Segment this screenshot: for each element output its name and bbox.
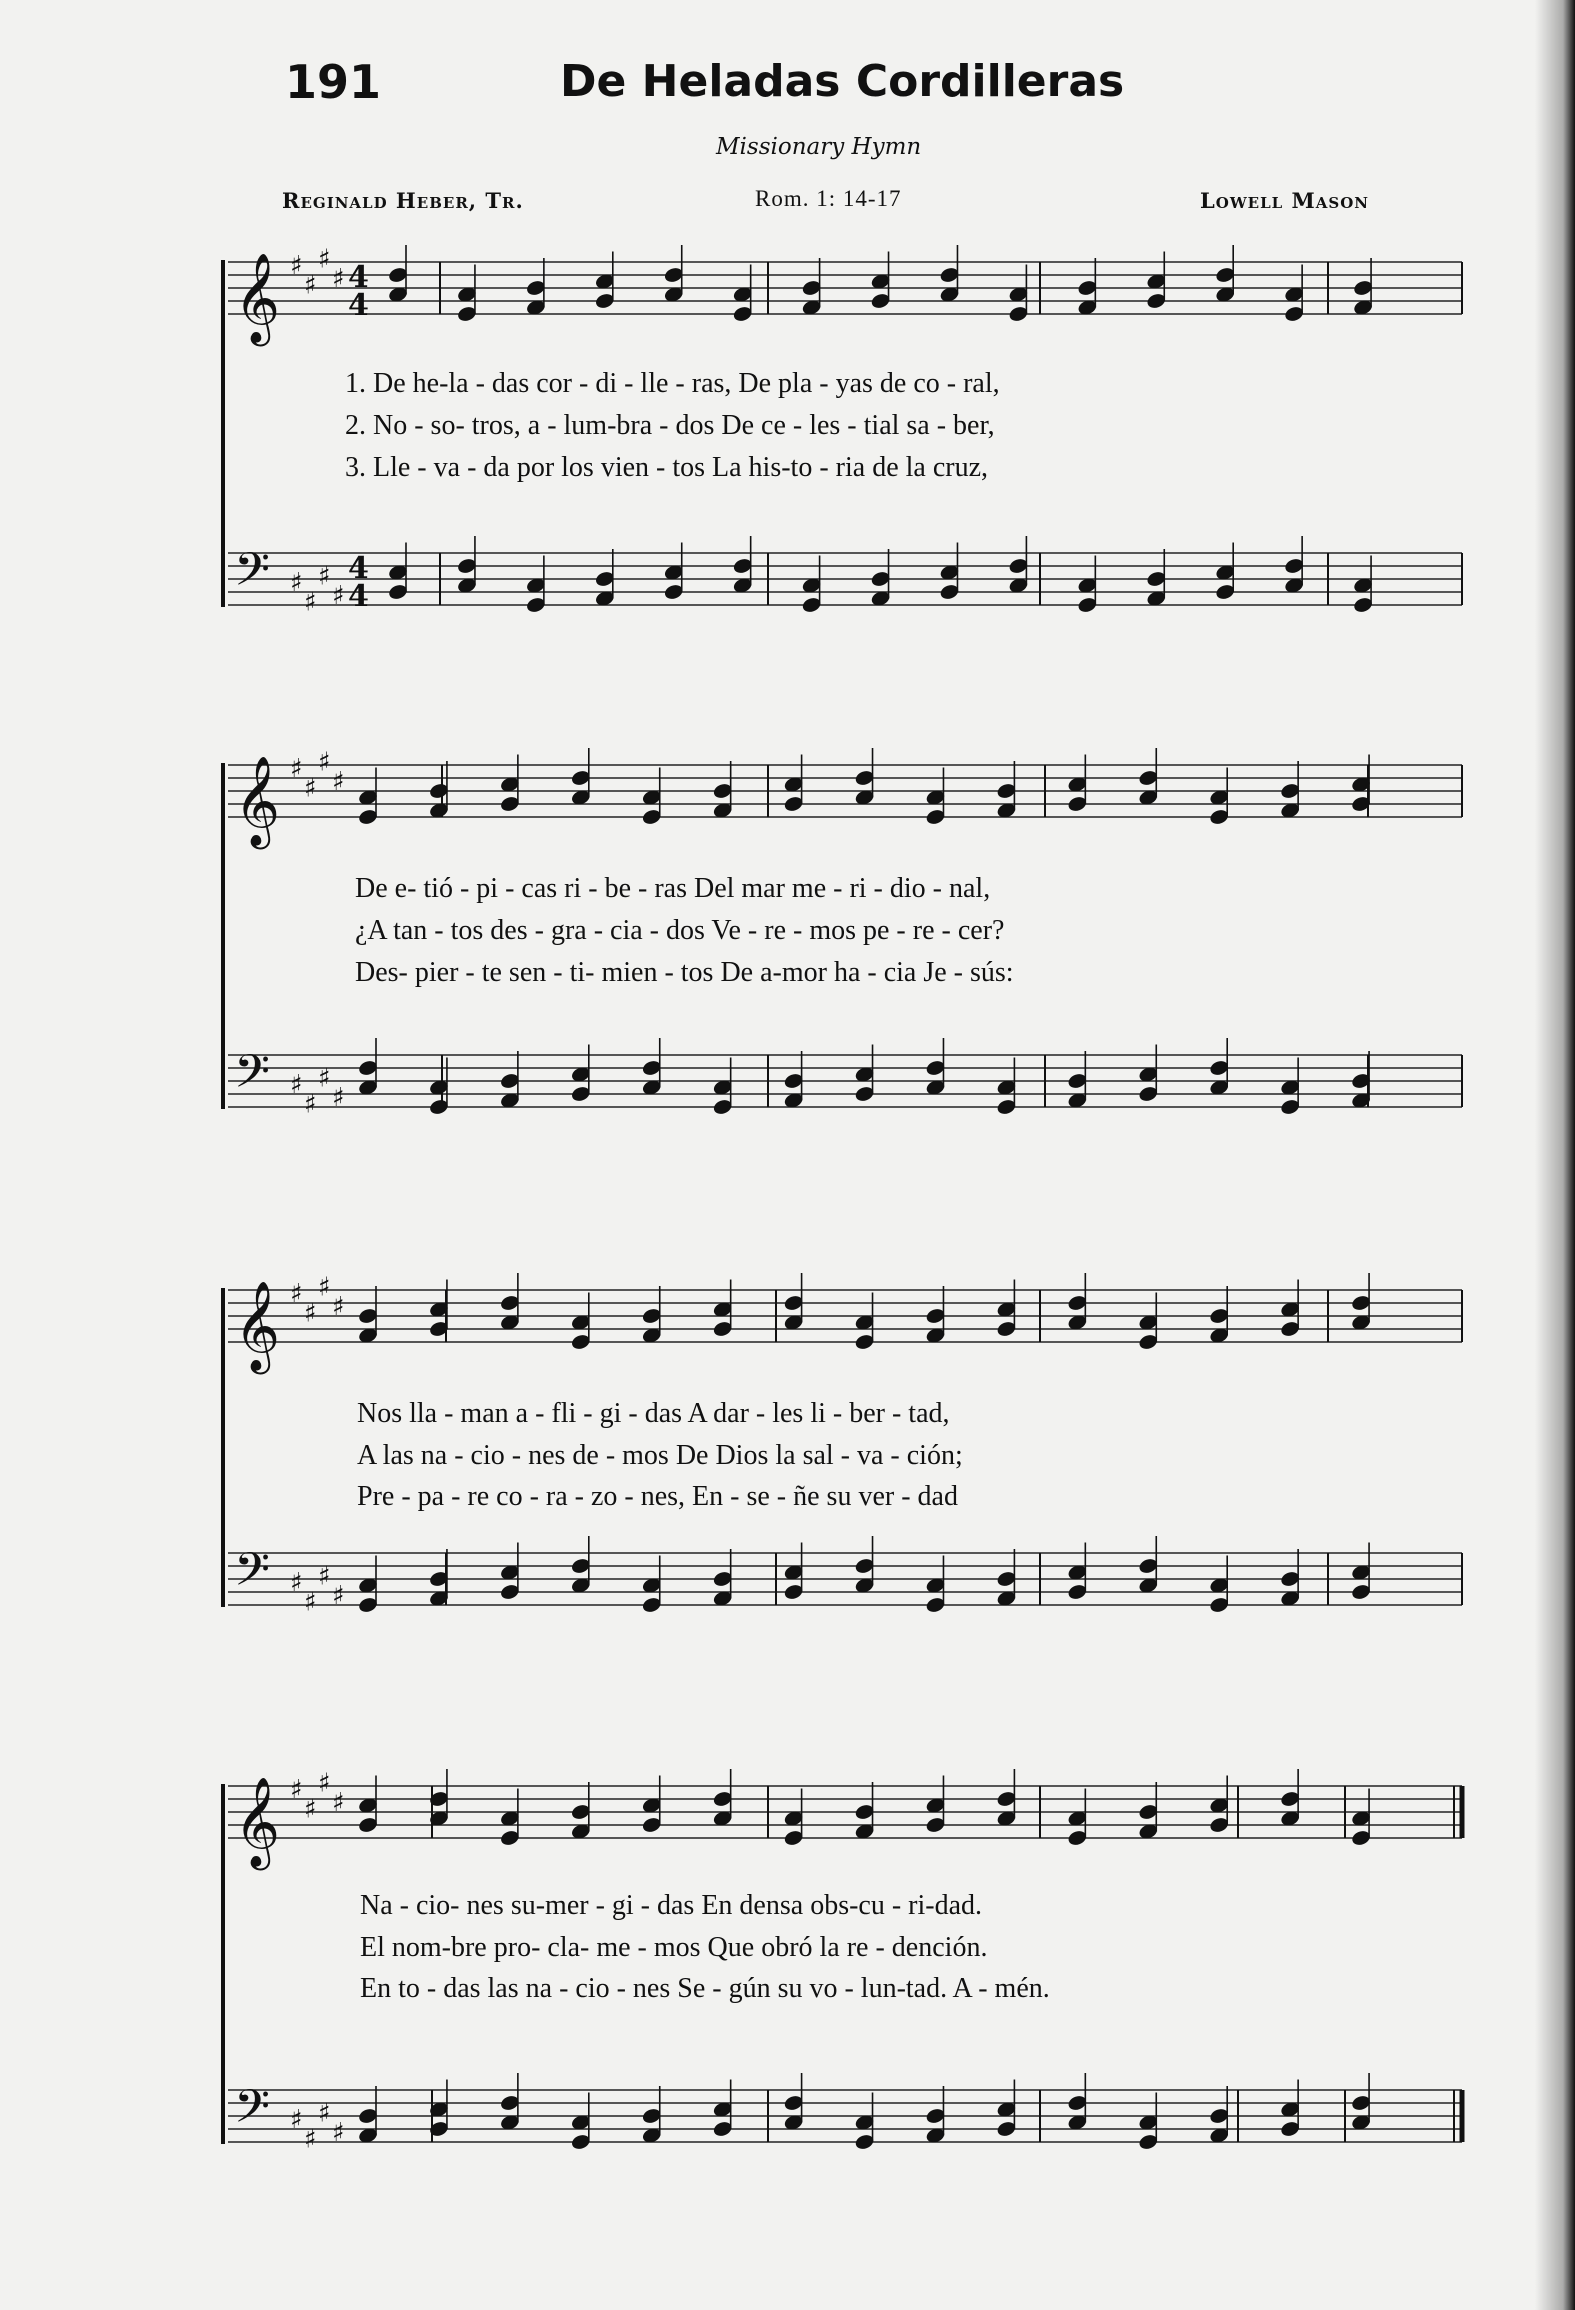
sharp-icon: ♯ [290, 1070, 303, 1100]
sharp-icon: ♯ [290, 1568, 303, 1598]
sharp-icon: ♯ [332, 581, 345, 611]
sharp-icon: ♯ [304, 1794, 317, 1825]
sharp-icon: ♯ [304, 1587, 317, 1618]
sharp-icon: ♯ [304, 1089, 317, 1120]
bass-clef-icon: 𝄢 [234, 1045, 271, 1110]
lyric-line: En to - das las na - cio - nes Se - gún su vo - lun-tad. A - mén. [360, 1973, 1050, 2004]
sharp-icon: ♯ [318, 561, 331, 592]
bass-clef-icon: 𝄢 [234, 2080, 271, 2145]
time-signature-denominator: 4 [348, 288, 369, 323]
sharp-icon: ♯ [332, 1292, 345, 1322]
lyric-line: 1. De he-la - das cor - di - lle - ras, De pla - yas de co - ral, [345, 368, 1000, 399]
sharp-icon: ♯ [318, 244, 331, 275]
lyric-line: Na - cio- nes su-mer - gi - das En densa obs-cu - ri-dad. [360, 1890, 983, 1921]
lyric-line: Pre - pa - re co - ra - zo - nes, En - se - ñe su ver - dad [357, 1481, 958, 1512]
treble-clef-icon: 𝄞 [234, 756, 281, 846]
time-signature-numerator: 4 [348, 551, 369, 586]
treble-clef-icon: 𝄞 [234, 253, 281, 343]
hymn-title: De Heladas Cordilleras [560, 56, 1125, 107]
lyric-line: 3. Lle - va - da por los vien - tos La his-to - ria de la cruz, [345, 452, 989, 483]
sharp-icon: ♯ [332, 264, 345, 294]
lyric-line: 2. No - so- tros, a - lum-bra - dos De ce - les - tial sa - ber, [345, 410, 995, 441]
composer-credit: Lowell Mason [1200, 188, 1370, 213]
lyric-line: De e- tió - pi - cas ri - be - ras Del mar me - ri - dio - nal, [355, 873, 991, 904]
sharp-icon: ♯ [332, 767, 345, 797]
sharp-icon: ♯ [290, 2105, 303, 2135]
sharp-icon: ♯ [318, 1561, 331, 1592]
sharp-icon: ♯ [318, 747, 331, 778]
sharp-icon: ♯ [304, 2124, 317, 2155]
sharp-icon: ♯ [290, 1279, 303, 1309]
sharp-icon: ♯ [332, 1581, 345, 1611]
scripture-reference: Rom. 1: 14-17 [755, 186, 902, 211]
sharp-icon: ♯ [304, 773, 317, 804]
tune-name: Missionary Hymn [716, 134, 922, 160]
author-credit: Reginald Heber, Tr. [282, 188, 524, 213]
lyric-line: Des- pier - te sen - ti- mien - tos De a-mor ha - cia Je - sús: [355, 957, 1014, 988]
lyric-line: A las na - cio - nes de - mos De Dios la sal - va - ción; [357, 1440, 963, 1471]
sharp-icon: ♯ [318, 1272, 331, 1303]
sharp-icon: ♯ [290, 568, 303, 598]
sharp-icon: ♯ [318, 1768, 331, 1799]
sharp-icon: ♯ [332, 1788, 345, 1818]
lyric-line: Nos lla - man a - fli - gi - das A dar - les li - ber - tad, [357, 1398, 950, 1429]
lyric-line: ¿A tan - tos des - gra - cia - dos Ve - re - mos pe - re - cer? [355, 915, 1005, 946]
time-signature-denominator: 4 [348, 579, 369, 614]
sharp-icon: ♯ [318, 1063, 331, 1094]
sharp-icon: ♯ [304, 587, 317, 618]
sharp-icon: ♯ [332, 1083, 345, 1113]
sharp-icon: ♯ [332, 2118, 345, 2148]
bass-clef-icon: 𝄢 [234, 543, 271, 608]
hymn-number: 191 [285, 55, 382, 109]
sharp-icon: ♯ [290, 1775, 303, 1805]
sharp-icon: ♯ [290, 754, 303, 784]
time-signature-numerator: 4 [348, 260, 369, 295]
page-edge-shadow [1535, 0, 1575, 2310]
lyric-line: El nom-bre pro- cla- me - mos Que obró la re - dención. [360, 1932, 988, 1963]
sharp-icon: ♯ [304, 1298, 317, 1329]
treble-clef-icon: 𝄞 [234, 1777, 281, 1867]
sharp-icon: ♯ [318, 2098, 331, 2129]
bass-clef-icon: 𝄢 [234, 1543, 271, 1608]
sharp-icon: ♯ [290, 251, 303, 281]
treble-clef-icon: 𝄞 [234, 1281, 281, 1371]
sharp-icon: ♯ [304, 270, 317, 301]
